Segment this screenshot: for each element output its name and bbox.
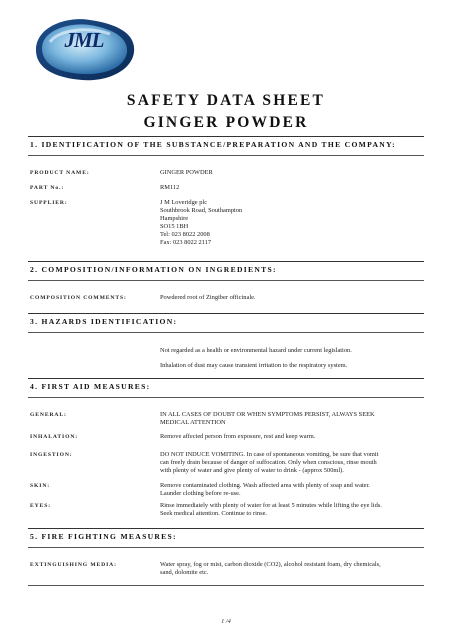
- page-number: 1 /4: [221, 618, 231, 625]
- section-divider: [28, 547, 424, 548]
- hazard-statement: Inhalation of dust may cause transient irritation to the respiratory system.: [160, 362, 348, 369]
- section-divider: [28, 136, 424, 137]
- address-line: Hampshire: [160, 215, 189, 222]
- text-line: sand, dolomite etc.: [160, 569, 209, 576]
- text-line: Seek medical attention. Continue to rinse.: [160, 510, 268, 517]
- general-label: GENERAL:: [30, 412, 67, 418]
- text-line: Launder clothing before re-use.: [160, 490, 241, 497]
- ingestion-value: [160, 451, 424, 475]
- product-name-label: PRODUCT NAME:: [30, 170, 90, 176]
- section-divider: [28, 155, 424, 156]
- supplier-label: SUPPLIER:: [30, 200, 68, 206]
- text-line: Water spray, fog or mist, carbon dioxide (CO2), alcohol resistant foam, dry chemicals,: [160, 561, 381, 568]
- address-line: J M Loveridge plc: [160, 199, 208, 206]
- ingestion-label: INGESTION:: [30, 452, 73, 458]
- text-line: Remove contaminated clothing. Wash affected area with plenty of soap and water.: [160, 482, 370, 489]
- product-title: GINGER POWDER: [143, 114, 309, 131]
- skin-label: SKIN:: [30, 483, 51, 489]
- section-5-heading: 5. FIRE FIGHTING MEASURES:: [30, 532, 177, 541]
- section-divider: [28, 397, 424, 398]
- section-3-heading: 3. HAZARDS IDENTIFICATION:: [30, 317, 178, 326]
- skin-value: [160, 482, 424, 498]
- phone-line: Tel: 023 8022 2008: [160, 231, 210, 238]
- text-line: Rinse immediately with plenty of water for at least 5 minutes while lifting the eye lids.: [160, 502, 382, 509]
- text-line: DO NOT INDUCE VOMITING. In case of spontaneous vomiting, be sure that vomit: [160, 451, 379, 458]
- address-line: SO15 1BH: [160, 223, 189, 230]
- document-title: SAFETY DATA SHEET: [126, 92, 326, 109]
- eyes-value: [160, 502, 424, 518]
- extinguishing-media-value: [160, 561, 424, 577]
- inhalation-label: INHALATION:: [30, 434, 79, 440]
- extinguishing-media-label: EXTINGUISHING MEDIA:: [30, 562, 117, 568]
- section-divider: [28, 280, 424, 281]
- section-4-heading: 4. FIRST AID MEASURES:: [30, 382, 151, 391]
- text-line: can freely drain because of danger of suffocation. Only when conscious, rinse mouth: [160, 459, 377, 466]
- section-divider: [28, 261, 424, 262]
- composition-comments-label: COMPOSITION COMMENTS:: [30, 295, 127, 301]
- section-1-heading: 1. IDENTIFICATION OF THE SUBSTANCE/PREPARATION AND THE COMPANY:: [30, 140, 396, 149]
- text-line: MEDICAL ATTENTION: [160, 419, 226, 426]
- part-no-label: PART No.:: [30, 185, 65, 191]
- fax-line: Fax: 023 8022 2117: [160, 239, 212, 246]
- section-divider: [28, 378, 424, 379]
- eyes-label: EYES:: [30, 503, 51, 509]
- text-line: with plenty of water and give plenty of water to drink - (approx 500ml).: [160, 467, 344, 474]
- part-no-value: RM112: [160, 184, 180, 191]
- address-line: Southbrook Road, Southampton: [160, 207, 243, 214]
- logo-text: JML: [64, 28, 104, 52]
- section-divider: [28, 332, 424, 333]
- supplier-address: [160, 199, 424, 247]
- inhalation-value: Remove affected person from exposure, rest and keep warm.: [160, 433, 316, 440]
- product-name-value: GINGER POWDER: [160, 169, 213, 176]
- section-divider: [28, 313, 424, 314]
- general-value: [160, 411, 424, 427]
- section-divider: [28, 528, 424, 529]
- footer-divider: [28, 585, 424, 586]
- section-2-heading: 2. COMPOSITION/INFORMATION ON INGREDIENTS:: [30, 265, 277, 274]
- composition-comments-value: Powdered root of Zingiber officinale.: [160, 294, 256, 301]
- text-line: IN ALL CASES OF DOUBT OR WHEN SYMPTOMS PERSIST, ALWAYS SEEK: [160, 411, 375, 418]
- hazard-statement: Not regarded as a health or environmental hazard under current legislation.: [160, 347, 352, 354]
